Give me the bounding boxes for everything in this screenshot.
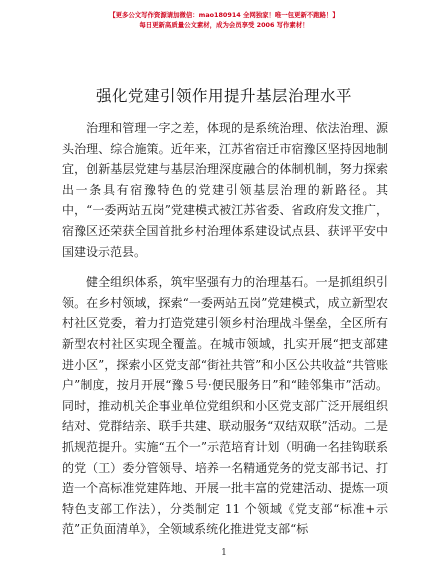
promo-banner-line-1: 【更多公文写作资源请加微信：mao180914 全网独家！唯一包更新不跑路！】	[109, 11, 339, 19]
paragraph-intro: 治理和管理一字之差，体现的是系统治理、依法治理、源头治理、综合施策。近年来，江苏省宿迁市宿豫区坚持因地制宜，创新基层党建与基层治理深度融合的体制机制，努力探索出一条具有宿豫特色的党建引领基层治理的新路径。其中，“一委两站五岗”党建模式被江苏省委、省政府发文推广，宿豫区还荣获全国首批乡村治理体系建设试点县、获评平安中国建设示范县。	[62, 121, 388, 259]
paragraph-organization: 健全组织体系，筑牢坚强有力的治理基石。一是抓组织引领。在乡村领域，探索“一委两站五岗”党建模式，成立新型农村社区党委，着力打造党建引领乡村治理战斗堡垒，全区所有新型农村社区实现全覆盖。在城市领域，扎实开展“把支部建进小区”，探索小区党支部“街社共管”和小区公共收益“共管账户”制度，按月开展“豫５号·便民服务日”和“睦邻集市”活动。同时，推动机关企事业单位党组织和小区党支部广泛开展组织结对、党群结亲、联手共建、联动服务“双结双联”活动。二是抓规范提升。实施“五个一”示范培育计划（明确一名挂钩联系的党（工）委分管领导、培养一名精通党务的党支部书记、打造一个高标准党建阵地、开展一批丰富的党建活动、提炼一项特色支部工作法），分类制定 11 个领域《党支部“标准+示范”正负面清单》，全领域系统化推进党支部“标	[62, 275, 388, 537]
page-number: 1	[221, 548, 227, 558]
promo-banner-line-2: 每日更新高质量公文素材，成为会员享受 2006 写作素材！	[139, 21, 309, 29]
promo-banner	[0, 10, 448, 30]
document-body	[62, 118, 388, 540]
document-title: 强化党建引领作用提升基层治理水平	[95, 87, 352, 105]
